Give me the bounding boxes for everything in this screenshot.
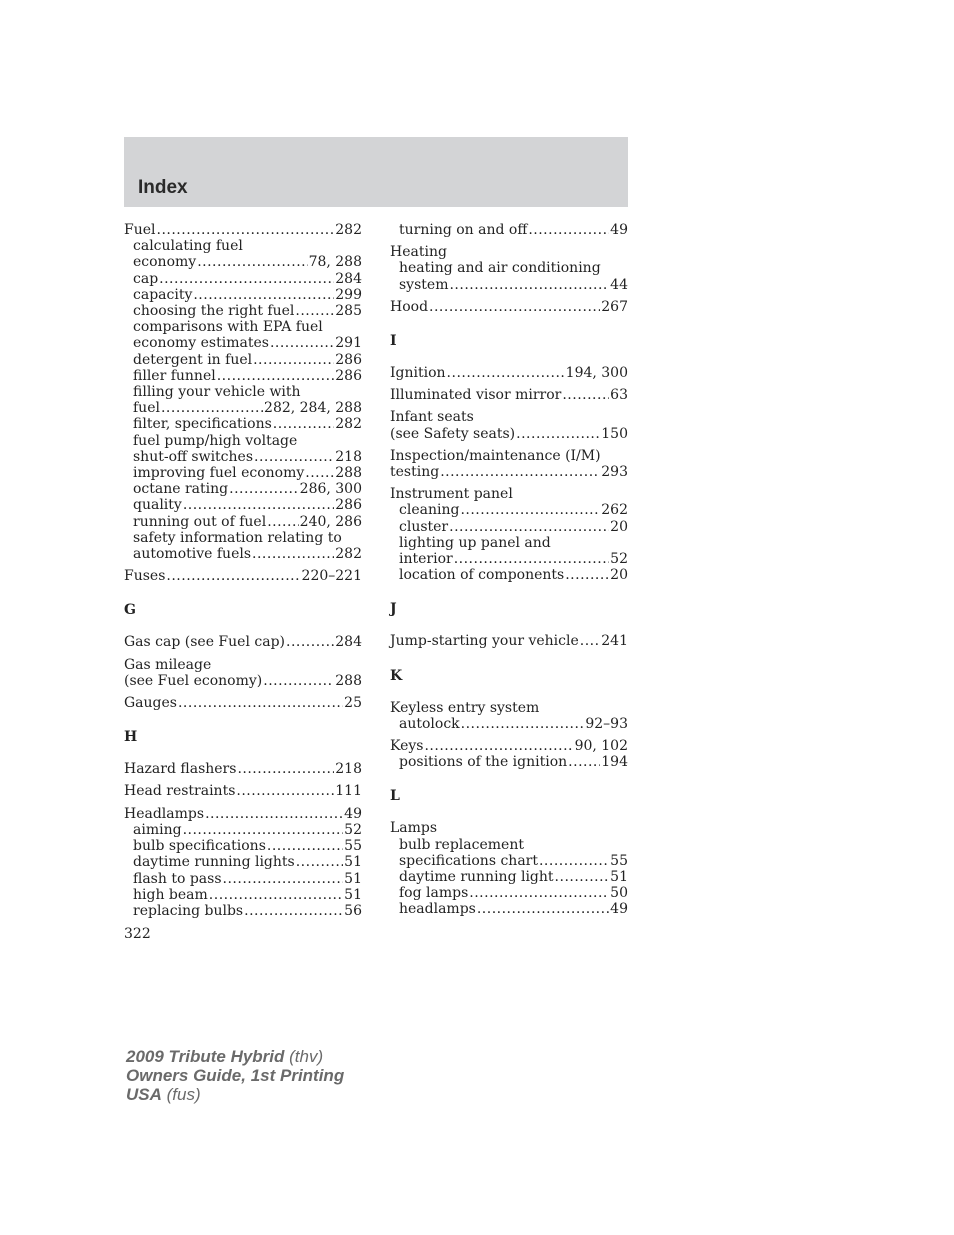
leader-dots bbox=[460, 502, 600, 518]
index-subentry-line bbox=[124, 368, 362, 384]
index-term: economy estimates bbox=[133, 335, 269, 352]
index-term: Fuses bbox=[124, 568, 166, 585]
index-term: fuel bbox=[133, 400, 160, 417]
index-page-ref: 286 bbox=[335, 367, 362, 384]
index-term: Lamps bbox=[390, 820, 438, 837]
index-entry-line bbox=[124, 222, 362, 238]
footer-title: 2009 Tribute Hybrid bbox=[126, 1047, 285, 1066]
index-subentry-line bbox=[124, 497, 362, 513]
index-subentry-line bbox=[124, 465, 362, 481]
leader-dots bbox=[273, 416, 334, 432]
index-entry bbox=[390, 222, 628, 238]
index-page-ref: 288 bbox=[335, 672, 362, 689]
index-entry-line bbox=[390, 738, 628, 754]
index-term: testing bbox=[390, 464, 440, 481]
index-entry bbox=[124, 657, 362, 689]
index-term: Heating bbox=[390, 244, 447, 261]
index-page-ref: 284 bbox=[335, 634, 362, 651]
leader-dots bbox=[166, 568, 300, 584]
index-entry bbox=[390, 365, 628, 381]
index-subentry-line bbox=[124, 449, 362, 465]
index-subentry-line bbox=[124, 530, 362, 546]
index-entry bbox=[124, 634, 362, 650]
index-term: Head restraints bbox=[124, 783, 236, 800]
index-subentry-line bbox=[124, 319, 362, 335]
index-term: specifications chart bbox=[399, 852, 538, 869]
index-subentry-line bbox=[124, 854, 362, 870]
index-subentry-line bbox=[124, 384, 362, 400]
index-page-ref: 55 bbox=[344, 838, 362, 855]
index-term: running out of fuel bbox=[133, 513, 267, 530]
index-entry-line bbox=[390, 387, 628, 403]
index-subentry-line bbox=[124, 838, 362, 854]
index-term: automotive fuels bbox=[133, 546, 252, 563]
leader-dots bbox=[270, 335, 334, 351]
leader-dots bbox=[568, 754, 600, 770]
index-entry-line bbox=[124, 673, 362, 689]
footer-region-code: (fus) bbox=[166, 1085, 201, 1104]
index-page-ref: 52 bbox=[344, 821, 362, 838]
index-entry bbox=[390, 387, 628, 403]
index-subentry-line bbox=[390, 535, 628, 551]
leader-dots bbox=[254, 449, 334, 465]
index-header-band bbox=[124, 137, 628, 207]
index-page-ref: 56 bbox=[344, 902, 362, 919]
index-term: octane rating bbox=[133, 481, 229, 498]
leader-dots bbox=[193, 287, 334, 303]
leader-dots bbox=[267, 514, 298, 530]
section-letter: J bbox=[390, 601, 397, 618]
index-page-ref: 111 bbox=[335, 783, 362, 800]
leader-dots bbox=[295, 303, 334, 319]
index-subentry-line bbox=[124, 335, 362, 351]
index-entry bbox=[390, 486, 628, 583]
index-term: high beam bbox=[133, 886, 208, 903]
index-entry-line bbox=[390, 448, 628, 464]
index-term: Hazard flashers bbox=[124, 761, 237, 778]
index-page-ref: 44 bbox=[610, 276, 628, 293]
leader-dots bbox=[229, 481, 299, 497]
index-page-ref: 284 bbox=[335, 270, 362, 287]
index-term: system bbox=[399, 276, 449, 293]
footer-code: (thv) bbox=[289, 1047, 324, 1066]
leader-dots bbox=[157, 222, 335, 238]
leader-dots bbox=[516, 426, 600, 442]
index-term: detergent in fuel bbox=[133, 351, 253, 368]
index-column-left bbox=[124, 222, 362, 925]
index-term: capacity bbox=[133, 286, 193, 303]
index-page-ref: 63 bbox=[610, 387, 628, 404]
leader-dots bbox=[429, 299, 600, 315]
index-page-ref: 282 bbox=[335, 416, 362, 433]
index-subentry-line bbox=[390, 754, 628, 770]
index-subentry-line bbox=[390, 567, 628, 583]
index-subentry-line bbox=[124, 903, 362, 919]
index-entry bbox=[124, 783, 362, 799]
index-term: Keys bbox=[390, 738, 424, 755]
index-subentry-line bbox=[390, 551, 628, 567]
index-entry-line bbox=[390, 464, 628, 480]
index-entry-line bbox=[124, 568, 362, 584]
section-letter: I bbox=[390, 333, 397, 350]
leader-dots bbox=[447, 365, 565, 381]
index-term: choosing the right fuel bbox=[133, 303, 295, 320]
leader-dots bbox=[469, 885, 609, 901]
index-term: shut-off switches bbox=[133, 448, 253, 465]
index-term: Jump-starting your vehicle bbox=[390, 633, 579, 650]
index-entry bbox=[124, 806, 362, 919]
footer-edition: Owners Guide, 1st Printing bbox=[126, 1066, 345, 1085]
index-term: Gas cap (see Fuel cap) bbox=[124, 634, 285, 651]
leader-dots bbox=[209, 887, 343, 903]
index-page-ref: 49 bbox=[610, 901, 628, 918]
index-subentry-line bbox=[124, 238, 362, 254]
index-subentry-line bbox=[124, 887, 362, 903]
index-page-ref: 49 bbox=[610, 222, 628, 238]
index-page-ref: 78, 288 bbox=[308, 254, 362, 271]
index-term: fog lamps bbox=[399, 885, 469, 902]
index-page-ref: 25 bbox=[344, 695, 362, 712]
index-term: daytime running lights bbox=[133, 854, 295, 871]
index-page-ref: 282, 284, 288 bbox=[264, 400, 362, 417]
index-term: cluster bbox=[399, 518, 449, 535]
index-subentry-line bbox=[124, 287, 362, 303]
index-page-ref: 90, 102 bbox=[574, 738, 628, 755]
index-page-ref: 293 bbox=[601, 464, 628, 481]
index-term: Ignition bbox=[390, 365, 446, 382]
index-subentry-line bbox=[124, 416, 362, 432]
index-entry-line bbox=[124, 657, 362, 673]
index-column-right bbox=[390, 222, 628, 924]
index-subentry-line bbox=[124, 546, 362, 562]
index-page-ref: 20 bbox=[610, 567, 628, 584]
index-entry-line bbox=[124, 695, 362, 711]
leader-dots bbox=[539, 853, 609, 869]
index-subentry-line bbox=[124, 481, 362, 497]
section-letter: K bbox=[390, 667, 403, 684]
index-page-ref: 286, 300 bbox=[299, 481, 362, 498]
index-entry-line bbox=[390, 244, 628, 260]
index-entry bbox=[390, 448, 628, 480]
index-subentry-line bbox=[390, 222, 628, 238]
index-term: lighting up panel and bbox=[399, 534, 551, 551]
index-page-ref: 240, 286 bbox=[299, 513, 362, 530]
index-page-ref: 51 bbox=[610, 869, 628, 886]
leader-dots bbox=[454, 551, 609, 567]
index-term: positions of the ignition bbox=[399, 754, 568, 771]
index-page-ref: 288 bbox=[335, 465, 362, 482]
index-term: bulb specifications bbox=[133, 838, 266, 855]
index-entry-line bbox=[390, 409, 628, 425]
index-entry bbox=[390, 299, 628, 315]
index-page-ref: 220–221 bbox=[301, 568, 362, 585]
leader-dots bbox=[159, 271, 334, 287]
index-term: calculating fuel bbox=[133, 238, 243, 255]
index-term: Gauges bbox=[124, 695, 177, 712]
leader-dots bbox=[528, 222, 609, 238]
index-subentry-line bbox=[390, 853, 628, 869]
index-entry-line bbox=[124, 634, 362, 650]
leader-dots bbox=[580, 633, 600, 649]
leader-dots bbox=[565, 567, 609, 583]
index-entry bbox=[390, 633, 628, 649]
index-term: Illuminated visor mirror bbox=[390, 387, 562, 404]
index-term: safety information relating to bbox=[133, 529, 342, 546]
leader-dots bbox=[461, 716, 585, 732]
leader-dots bbox=[237, 761, 334, 777]
index-page-ref: 291 bbox=[335, 335, 362, 352]
index-page-ref: 194 bbox=[601, 754, 628, 771]
index-term: Infant seats bbox=[390, 409, 474, 426]
index-page-ref: 51 bbox=[344, 870, 362, 887]
leader-dots bbox=[252, 546, 334, 562]
leader-dots bbox=[305, 465, 334, 481]
index-page-ref: 55 bbox=[610, 852, 628, 869]
leader-dots bbox=[244, 903, 343, 919]
leader-dots bbox=[477, 901, 609, 917]
index-term: flash to pass bbox=[133, 870, 222, 887]
index-page-ref: 51 bbox=[344, 854, 362, 871]
index-subentry-line bbox=[390, 885, 628, 901]
index-entry bbox=[124, 761, 362, 777]
index-page-ref: 150 bbox=[601, 425, 628, 442]
index-term: heating and air conditioning bbox=[399, 260, 601, 277]
index-entry-line bbox=[124, 761, 362, 777]
leader-dots bbox=[183, 497, 334, 513]
leader-dots bbox=[440, 464, 600, 480]
index-term: replacing bulbs bbox=[133, 902, 244, 919]
index-term: location of components bbox=[399, 567, 565, 584]
index-term: Instrument panel bbox=[390, 486, 513, 503]
index-term: (see Safety seats) bbox=[390, 425, 516, 442]
leader-dots bbox=[286, 634, 334, 650]
index-term: Gas mileage bbox=[124, 656, 212, 673]
leader-dots bbox=[183, 822, 344, 838]
index-page-ref: 92–93 bbox=[585, 715, 628, 732]
index-entry bbox=[390, 700, 628, 732]
index-page-ref: 49 bbox=[344, 805, 362, 822]
index-term: (see Fuel economy) bbox=[124, 672, 263, 689]
index-term: daytime running light bbox=[399, 869, 554, 886]
index-page-ref: 282 bbox=[335, 222, 362, 238]
section-letter: H bbox=[124, 729, 138, 746]
index-subentry-line bbox=[390, 519, 628, 535]
index-term: turning on and off bbox=[399, 222, 528, 238]
index-subentry-line bbox=[124, 303, 362, 319]
index-entry-line bbox=[390, 820, 628, 836]
index-entry bbox=[390, 244, 628, 293]
index-term: quality bbox=[133, 497, 182, 514]
index-page-ref: 52 bbox=[610, 551, 628, 568]
index-subentry-line bbox=[390, 260, 628, 276]
index-term: Hood bbox=[390, 298, 429, 315]
index-term: improving fuel economy bbox=[133, 465, 305, 482]
index-entry-line bbox=[390, 633, 628, 649]
index-page-ref: 267 bbox=[601, 298, 628, 315]
section-letter: G bbox=[124, 602, 136, 619]
index-page-ref: 282 bbox=[335, 546, 362, 563]
index-entry-line bbox=[390, 365, 628, 381]
leader-dots bbox=[197, 254, 307, 270]
index-entry-line bbox=[390, 486, 628, 502]
index-subentry-line bbox=[124, 352, 362, 368]
index-subentry-line bbox=[390, 901, 628, 917]
index-subentry-line bbox=[390, 277, 628, 293]
index-term: bulb replacement bbox=[399, 836, 524, 853]
section-letter: L bbox=[390, 788, 400, 805]
index-entry-line bbox=[390, 426, 628, 442]
index-entry-line bbox=[390, 299, 628, 315]
index-page-ref: 286 bbox=[335, 351, 362, 368]
index-subentry-line bbox=[124, 514, 362, 530]
leader-dots bbox=[555, 869, 610, 885]
index-subentry-line bbox=[390, 837, 628, 853]
index-term: comparisons with EPA fuel bbox=[133, 319, 323, 336]
page-title: Index bbox=[138, 177, 188, 198]
index-term: aiming bbox=[133, 821, 182, 838]
leader-dots bbox=[449, 519, 609, 535]
index-subentry-line bbox=[124, 254, 362, 270]
index-entry bbox=[390, 738, 628, 770]
footer-region: USA bbox=[126, 1085, 162, 1104]
index-page-ref: 286 bbox=[335, 497, 362, 514]
index-subentry-line bbox=[124, 271, 362, 287]
index-subentry-line bbox=[124, 433, 362, 449]
index-page-ref: 50 bbox=[610, 885, 628, 902]
index-page-ref: 51 bbox=[344, 886, 362, 903]
leader-dots bbox=[178, 695, 343, 711]
document-footer bbox=[126, 1047, 344, 1104]
index-page-ref: 194, 300 bbox=[565, 365, 628, 382]
index-subentry-line bbox=[124, 400, 362, 416]
leader-dots bbox=[217, 368, 335, 384]
index-subentry-line bbox=[124, 871, 362, 887]
index-term: autolock bbox=[399, 715, 460, 732]
leader-dots bbox=[236, 783, 334, 799]
leader-dots bbox=[161, 400, 263, 416]
index-term: cap bbox=[133, 270, 159, 287]
index-page-ref: 262 bbox=[601, 502, 628, 519]
index-term: filler funnel bbox=[133, 367, 216, 384]
index-entry bbox=[390, 820, 628, 917]
index-page-ref: 218 bbox=[335, 761, 362, 778]
page-number: 322 bbox=[124, 926, 151, 942]
index-subentry-line bbox=[390, 502, 628, 518]
index-page-ref: 20 bbox=[610, 518, 628, 535]
index-entry-line bbox=[124, 783, 362, 799]
index-term: Fuel bbox=[124, 222, 156, 238]
index-entry-line bbox=[124, 806, 362, 822]
index-entry bbox=[124, 695, 362, 711]
index-page-ref: 299 bbox=[335, 286, 362, 303]
index-subentry-line bbox=[390, 869, 628, 885]
leader-dots bbox=[263, 673, 334, 689]
index-term: filter, specifications bbox=[133, 416, 272, 433]
index-term: fuel pump/high voltage bbox=[133, 432, 298, 449]
index-subentry-line bbox=[390, 716, 628, 732]
leader-dots bbox=[562, 387, 609, 403]
index-page-ref: 285 bbox=[335, 303, 362, 320]
index-term: filling your vehicle with bbox=[133, 384, 301, 401]
index-term: cleaning bbox=[399, 502, 460, 519]
index-page-ref: 218 bbox=[335, 448, 362, 465]
index-entry bbox=[124, 568, 362, 584]
index-page-ref: 241 bbox=[601, 633, 628, 650]
leader-dots bbox=[205, 806, 343, 822]
index-subentry-line bbox=[124, 822, 362, 838]
index-entry-line bbox=[390, 700, 628, 716]
leader-dots bbox=[424, 738, 573, 754]
index-entry bbox=[124, 222, 362, 562]
index-term: Headlamps bbox=[124, 805, 205, 822]
leader-dots bbox=[223, 871, 344, 887]
leader-dots bbox=[267, 838, 343, 854]
leader-dots bbox=[449, 277, 609, 293]
index-term: Inspection/maintenance (I/M) bbox=[390, 447, 601, 464]
index-entry bbox=[390, 409, 628, 441]
leader-dots bbox=[296, 854, 343, 870]
index-term: headlamps bbox=[399, 901, 476, 918]
index-term: economy bbox=[133, 254, 197, 271]
index-term: interior bbox=[399, 551, 453, 568]
leader-dots bbox=[253, 352, 334, 368]
index-term: Keyless entry system bbox=[390, 699, 540, 716]
